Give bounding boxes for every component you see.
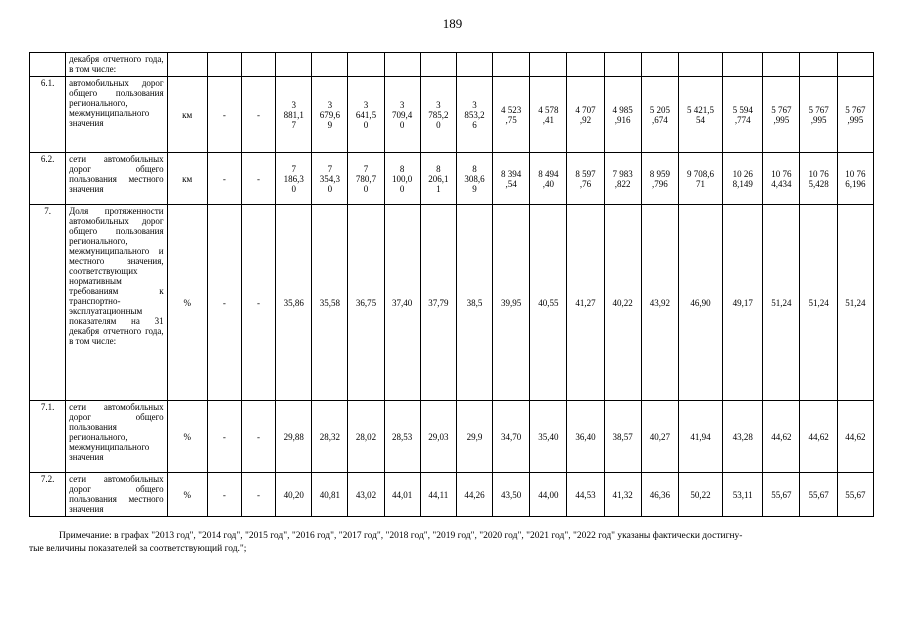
value-cell: 35,86 — [276, 205, 312, 401]
page-number: 189 — [442, 16, 463, 31]
value-cell: 34,70 — [493, 401, 530, 473]
table-row — [30, 77, 874, 153]
value-cell: 8 308,6 9 — [456, 153, 492, 205]
value-cell: 3 641,5 0 — [348, 77, 384, 153]
row-base-value-1: - — [207, 473, 241, 517]
value-cell: 10 76 5,428 — [800, 153, 837, 205]
value-cell: 43,50 — [493, 473, 530, 517]
value-cell: 55,67 — [837, 473, 873, 517]
value-cell: 5 205 ,674 — [641, 77, 678, 153]
value-cell: 7 186,3 0 — [276, 153, 312, 205]
value-cell: 40,81 — [312, 473, 348, 517]
value-cell: 9 708,6 71 — [678, 153, 722, 205]
value-cell: 8 494 ,40 — [530, 153, 567, 205]
value-cell — [530, 53, 567, 77]
value-cell: 28,53 — [384, 401, 420, 473]
value-cell — [348, 53, 384, 77]
row-unit: % — [167, 205, 207, 401]
row-number: 7.1. — [30, 401, 66, 473]
value-cell: 41,32 — [604, 473, 641, 517]
value-cell: 3 679,6 9 — [312, 77, 348, 153]
row-base-value-1: - — [207, 205, 241, 401]
value-cell: 35,58 — [312, 205, 348, 401]
table-row — [30, 205, 874, 401]
value-cell: 8 959 ,796 — [641, 153, 678, 205]
value-cell: 55,67 — [800, 473, 837, 517]
footnote — [29, 530, 879, 556]
row-base-value-1: - — [207, 77, 241, 153]
row-unit — [167, 53, 207, 77]
value-cell: 49,17 — [723, 205, 763, 401]
value-cell: 40,27 — [641, 401, 678, 473]
value-cell: 10 26 8,149 — [723, 153, 763, 205]
value-cell: 7 354,3 0 — [312, 153, 348, 205]
value-cell: 5 594 ,774 — [723, 77, 763, 153]
value-cell: 43,92 — [641, 205, 678, 401]
value-cell: 40,55 — [530, 205, 567, 401]
row-unit: % — [167, 473, 207, 517]
value-cell: 4 523 ,75 — [493, 77, 530, 153]
row-unit: км — [167, 77, 207, 153]
table-row — [30, 53, 874, 77]
value-cell: 4 985 ,916 — [604, 77, 641, 153]
value-cell — [312, 53, 348, 77]
value-cell — [456, 53, 492, 77]
value-cell: 43,28 — [723, 401, 763, 473]
row-base-value-2: - — [241, 401, 275, 473]
value-cell: 44,53 — [567, 473, 604, 517]
row-number: 6.2. — [30, 153, 66, 205]
row-number: 7. — [30, 205, 66, 401]
value-cell: 3 881,1 7 — [276, 77, 312, 153]
row-base-value-2: - — [241, 153, 275, 205]
value-cell: 44,01 — [384, 473, 420, 517]
value-cell: 44,62 — [763, 401, 800, 473]
value-cell: 51,24 — [800, 205, 837, 401]
value-cell: 36,40 — [567, 401, 604, 473]
value-cell: 44,26 — [456, 473, 492, 517]
value-cell: 29,88 — [276, 401, 312, 473]
row-label: сети автомобильных дорог общего пользования местного значения — [66, 153, 167, 205]
row-base-value-1: - — [207, 401, 241, 473]
value-cell — [678, 53, 722, 77]
value-cell: 46,90 — [678, 205, 722, 401]
value-cell: 8 597 ,76 — [567, 153, 604, 205]
value-cell: 29,9 — [456, 401, 492, 473]
row-label: сети автомобильных дорог общего пользования регионального, межмуниципального значения — [66, 401, 167, 473]
value-cell: 3 853,2 6 — [456, 77, 492, 153]
row-label: Доля протяженности автомобильных дорог общего пользования регионального, межмуниципального и местного значения, соответствующих нормативным требованиям к транспортно-эксплуатационным показателям на 31 декабря отчетного года, в том числе: — [66, 205, 167, 401]
row-base-value-2: - — [241, 473, 275, 517]
value-cell: 50,22 — [678, 473, 722, 517]
value-cell: 35,40 — [530, 401, 567, 473]
row-base-value-1 — [207, 53, 241, 77]
value-cell — [276, 53, 312, 77]
value-cell: 44,11 — [420, 473, 456, 517]
value-cell — [763, 53, 800, 77]
table-row — [30, 473, 874, 517]
value-cell: 5 767 ,995 — [763, 77, 800, 153]
value-cell: 40,20 — [276, 473, 312, 517]
value-cell: 55,67 — [763, 473, 800, 517]
row-unit: км — [167, 153, 207, 205]
row-base-value-2: - — [241, 205, 275, 401]
value-cell: 10 76 6,196 — [837, 153, 873, 205]
value-cell: 46,36 — [641, 473, 678, 517]
row-base-value-1: - — [207, 153, 241, 205]
row-base-value-2: - — [241, 77, 275, 153]
value-cell: 44,62 — [837, 401, 873, 473]
value-cell — [723, 53, 763, 77]
value-cell: 51,24 — [763, 205, 800, 401]
footnote-line-1: Примечание: в графах "2013 год", "2014 год", "2015 год", "2016 год", "2017 год", "2018 год", "2019 год", "2020 год", "2021 год", "2022 год" указаны фактически достигну- — [59, 531, 743, 541]
value-cell: 8 394 ,54 — [493, 153, 530, 205]
table-row — [30, 153, 874, 205]
value-cell: 5 421,5 54 — [678, 77, 722, 153]
value-cell: 37,79 — [420, 205, 456, 401]
value-cell — [420, 53, 456, 77]
value-cell: 4 578 ,41 — [530, 77, 567, 153]
indicators-table — [29, 52, 874, 517]
row-number: 7.2. — [30, 473, 66, 517]
value-cell: 43,02 — [348, 473, 384, 517]
value-cell: 5 767 ,995 — [800, 77, 837, 153]
value-cell: 44,62 — [800, 401, 837, 473]
value-cell: 3 709,4 0 — [384, 77, 420, 153]
value-cell: 7 983 ,822 — [604, 153, 641, 205]
value-cell: 40,22 — [604, 205, 641, 401]
value-cell: 3 785,2 0 — [420, 77, 456, 153]
value-cell: 10 76 4,434 — [763, 153, 800, 205]
value-cell — [800, 53, 837, 77]
value-cell: 7 780,7 0 — [348, 153, 384, 205]
value-cell: 44,00 — [530, 473, 567, 517]
row-label: декабря отчетного года, в том числе: — [66, 53, 167, 77]
value-cell — [493, 53, 530, 77]
value-cell: 5 767 ,995 — [837, 77, 873, 153]
value-cell: 38,57 — [604, 401, 641, 473]
row-unit: % — [167, 401, 207, 473]
value-cell: 38,5 — [456, 205, 492, 401]
value-cell — [837, 53, 873, 77]
row-number: 6.1. — [30, 77, 66, 153]
value-cell: 4 707 ,92 — [567, 77, 604, 153]
table-row — [30, 401, 874, 473]
value-cell: 53,11 — [723, 473, 763, 517]
value-cell: 28,32 — [312, 401, 348, 473]
row-base-value-2 — [241, 53, 275, 77]
value-cell — [641, 53, 678, 77]
value-cell: 8 206,1 1 — [420, 153, 456, 205]
value-cell — [384, 53, 420, 77]
value-cell: 36,75 — [348, 205, 384, 401]
value-cell: 39,95 — [493, 205, 530, 401]
value-cell: 51,24 — [837, 205, 873, 401]
row-label: сети автомобильных дорог общего пользования местного значения — [66, 473, 167, 517]
value-cell — [567, 53, 604, 77]
value-cell: 28,02 — [348, 401, 384, 473]
footnote-line-2: тые величины показателей за соответствующий год."; — [29, 544, 247, 554]
value-cell — [604, 53, 641, 77]
row-label: автомобильных дорог общего пользования регионального, межмуниципального значения — [66, 77, 167, 153]
value-cell: 37,40 — [384, 205, 420, 401]
value-cell: 29,03 — [420, 401, 456, 473]
value-cell: 8 100,0 0 — [384, 153, 420, 205]
row-number — [30, 53, 66, 77]
value-cell: 41,27 — [567, 205, 604, 401]
value-cell: 41,94 — [678, 401, 722, 473]
